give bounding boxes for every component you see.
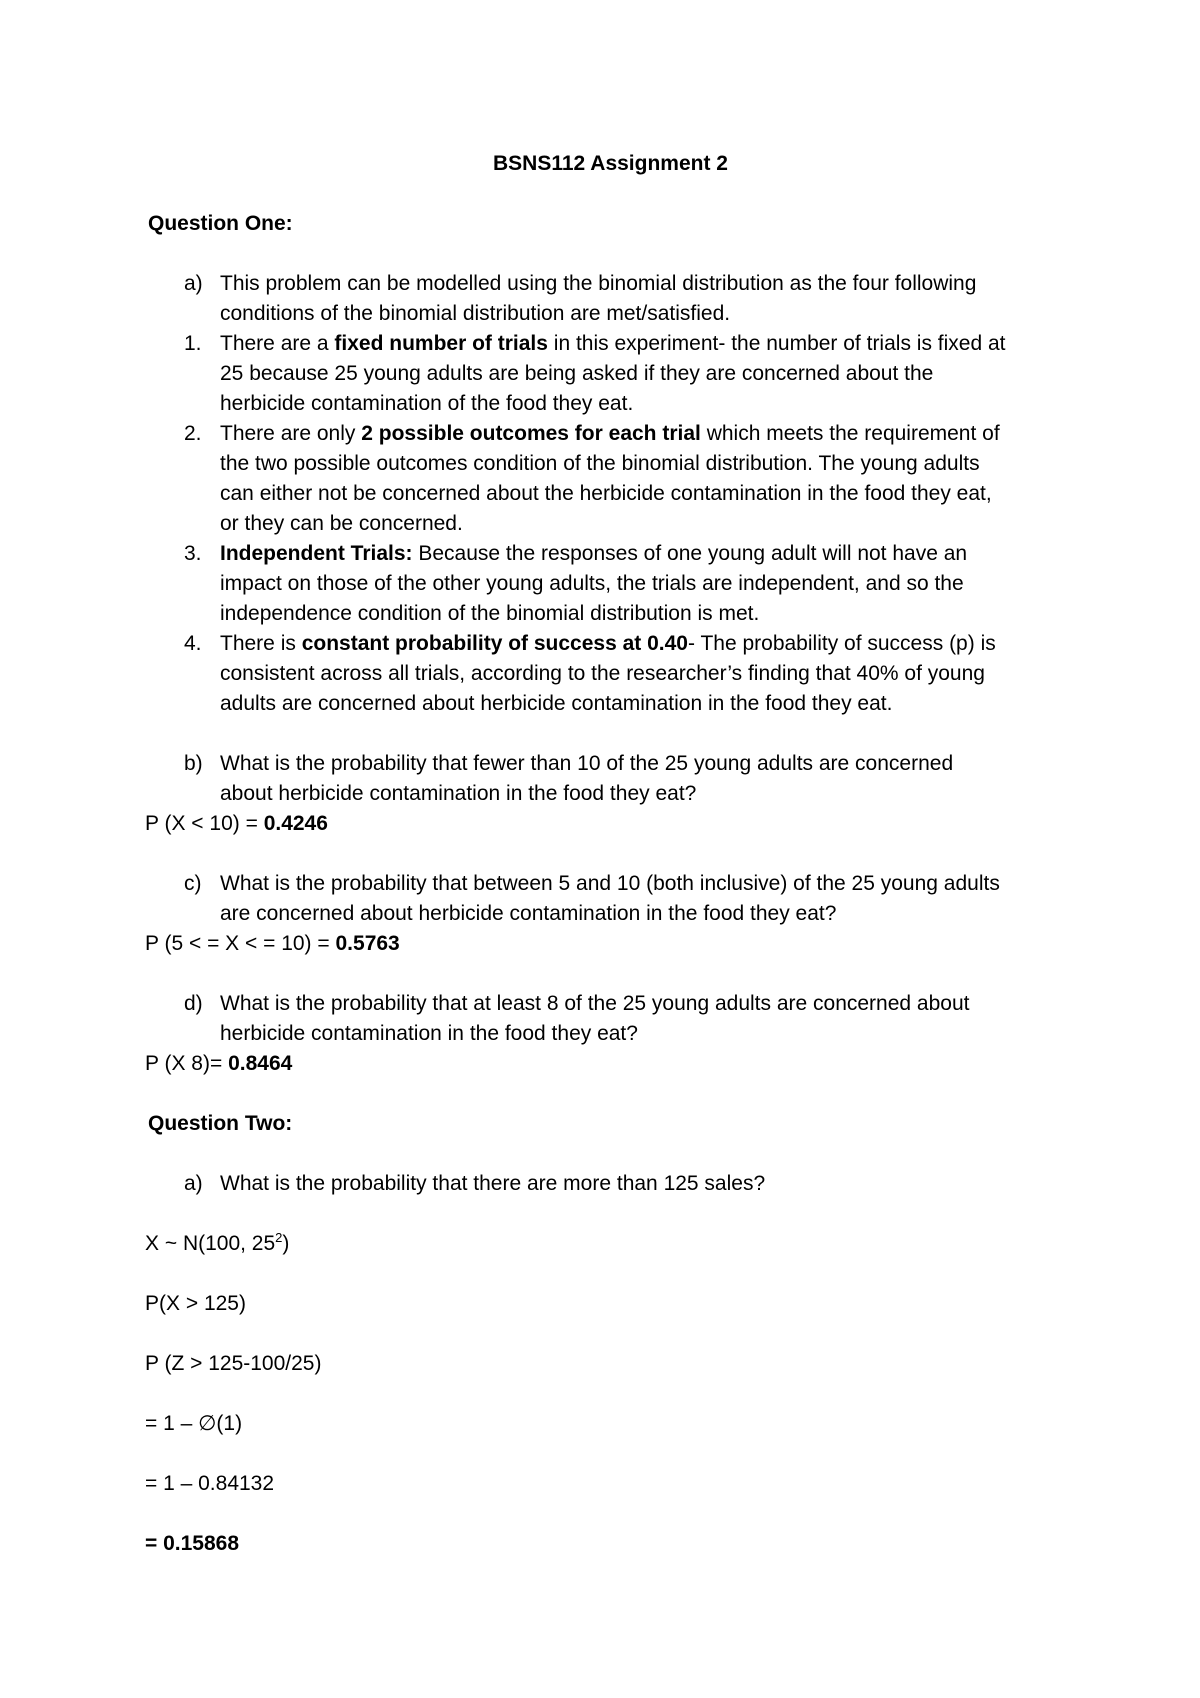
condition-text-line: impact on those of the other young adults, the trials are independent, and so the xyxy=(220,572,964,595)
condition-text-line: There are only 2 possible outcomes for each trial which meets the requirement of xyxy=(220,422,1000,445)
distribution-line: X ~ N(100, $25^2$) xyxy=(145,1230,290,1255)
q1a-text-line: conditions of the binomial distribution are met/satisfied. xyxy=(220,302,731,325)
item-label: a) xyxy=(184,1172,203,1195)
list-number: 4. xyxy=(184,632,202,655)
condition-text-line: Independent Trials: Because the responses of one young adult will not have an xyxy=(220,542,968,565)
list-number: 2. xyxy=(184,422,202,445)
question-text-line: are concerned about herbicide contamination in the food they eat? xyxy=(220,902,837,925)
condition-text-line: There is constant probability of success at 0.40- The probability of success (p) is xyxy=(220,632,996,655)
condition-text-line: adults are concerned about herbicide contamination in the food they eat. xyxy=(220,692,893,715)
item-label: a) xyxy=(184,272,203,295)
question-text-line: herbicide contamination in the food they eat? xyxy=(220,1022,638,1045)
condition-text-line: the two possible outcomes condition of the binomial distribution. The young adults xyxy=(220,452,980,475)
item-label: d) xyxy=(184,992,203,1015)
question-text-line: What is the probability that between 5 and 10 (both inclusive) of the 25 young adults xyxy=(220,872,1000,895)
working-step: P (Z > 125-100/25) xyxy=(145,1352,322,1375)
question-two-heading: Question Two: xyxy=(148,1112,293,1135)
answer-value: 0.5763 xyxy=(335,932,400,955)
answer-line: P (X 8)= 0.8464 xyxy=(145,1052,293,1075)
question-text-line: What is the probability that at least 8 of the 25 young adults are concerned about xyxy=(220,992,970,1015)
working-step: = 1 – ∅(1) xyxy=(145,1412,243,1435)
condition-text-line: 25 because 25 young adults are being asked if they are concerned about the xyxy=(220,362,934,385)
list-number: 1. xyxy=(184,332,202,355)
exponent: 2 xyxy=(275,1230,283,1245)
item-label: b) xyxy=(184,752,203,775)
q1a-text-line: This problem can be modelled using the binomial distribution as the four following xyxy=(220,272,977,295)
condition-text-line: There are a fixed number of trials in this experiment- the number of trials is fixed at xyxy=(220,332,1006,355)
final-result: = 0.15868 xyxy=(145,1532,240,1555)
answer-value: 0.8464 xyxy=(228,1052,293,1075)
answer-line: P (X < 10) = 0.4246 xyxy=(145,812,328,835)
condition-text-line: herbicide contamination of the food they eat. xyxy=(220,392,634,415)
condition-text-line: consistent across all trials, according to the researcher’s finding that 40% of young xyxy=(220,662,985,685)
question-text-line: about herbicide contamination in the food they eat? xyxy=(220,782,697,805)
question-one-heading: Question One: xyxy=(148,212,293,235)
answer-value: 0.4246 xyxy=(263,812,328,835)
condition-text-line: independence condition of the binomial distribution is met. xyxy=(220,602,760,625)
condition-text-line: can either not be concerned about the herbicide contamination in the food they eat, xyxy=(220,482,992,505)
question-text-line: What is the probability that fewer than 10 of the 25 young adults are concerned xyxy=(220,752,954,775)
working-step: = 1 – 0.84132 xyxy=(145,1472,275,1495)
answer-line: P (5 < = X < = 10) = 0.5763 xyxy=(145,932,400,955)
list-number: 3. xyxy=(184,542,202,565)
condition-text-line: or they can be concerned. xyxy=(220,512,463,535)
document-title: BSNS112 Assignment 2 xyxy=(493,152,728,175)
working-step: P(X > 125) xyxy=(145,1292,246,1315)
question-text-line: What is the probability that there are more than 125 sales? xyxy=(220,1172,766,1195)
item-label: c) xyxy=(184,872,202,895)
